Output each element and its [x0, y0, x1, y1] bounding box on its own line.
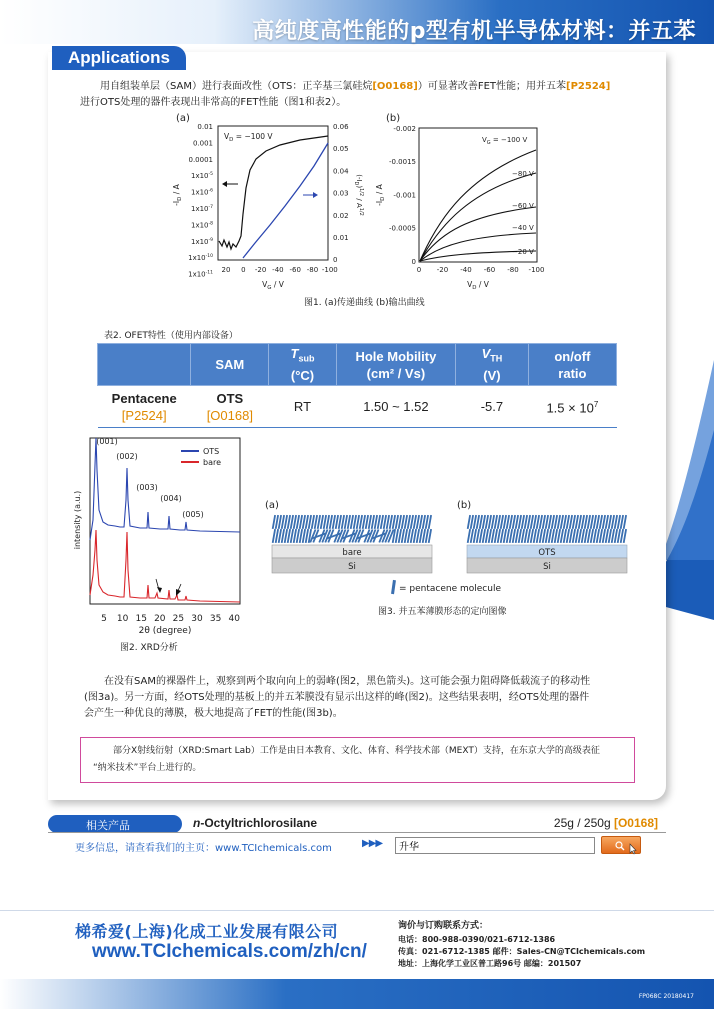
fig2-x-tick: 30	[191, 614, 203, 624]
fig2-xrd-chart	[70, 432, 250, 642]
fig1a-ylabel-left-sub: D	[177, 196, 183, 201]
svg-text:VD / V	[467, 280, 490, 291]
fig1b-x-tick: -60	[483, 266, 496, 274]
fig3-label-b: (b)	[457, 500, 472, 511]
fig2-peak-label: (004)	[160, 494, 182, 503]
product-name-prefix: n	[193, 816, 201, 830]
fig1a-transfer-chart	[160, 118, 370, 293]
fig1a-right-tick: 0.01	[333, 234, 349, 242]
cell-onoff-value: 1.5 × 10	[546, 400, 594, 416]
fig1b-ylabel-sub: D	[380, 196, 386, 201]
fig1b-y-tick: 0	[411, 257, 416, 266]
cell-onoff	[528, 386, 616, 428]
fig1a-ylabel-right-sup: 1/2	[358, 188, 364, 197]
intro-text-b: ）可显著改善FET性能；用并五苯	[417, 81, 567, 92]
acknowledgement-box	[80, 737, 635, 783]
footer-divider	[0, 910, 714, 911]
fig2-legend-ots: OTS	[203, 447, 220, 456]
fig1a-left-tick: $1x10^{-10}$	[188, 254, 213, 263]
fig1b-curve-label: −20 V	[512, 248, 534, 256]
fig2-x-tick: 25	[172, 614, 185, 624]
fig1a-right-tick: 0.04	[333, 167, 349, 176]
fig2-legend-bare: bare	[203, 458, 222, 467]
fig1b-y-tick: -0.002	[393, 125, 416, 133]
cell-material-code[interactable]: [P2524]	[121, 407, 167, 423]
fig2-xlabel: 2θ (degree)	[138, 626, 192, 636]
pentacene-molecule-icon	[391, 580, 396, 594]
product-code[interactable]: [O0168]	[613, 816, 658, 830]
fig1a-left-tick-exp: -11	[205, 270, 213, 276]
related-product-sizes	[554, 816, 658, 830]
search-input[interactable]	[395, 837, 595, 854]
th-mobility	[336, 344, 455, 386]
fig1b-vg-label: V	[482, 136, 487, 144]
fig1a-left-tick: $1x10^{-9}$	[190, 237, 213, 246]
fig1a-vd-label: V	[224, 132, 230, 141]
fig1b-output-chart	[370, 118, 550, 293]
fig1a-right-tick: 0.05	[333, 145, 349, 154]
fig2-peak-label: (003)	[136, 483, 158, 492]
fig1b-xlabel-unit: / V	[476, 280, 489, 289]
th-empty	[98, 344, 191, 386]
ofet-table	[97, 343, 617, 428]
fig1b-curve-label: −60 V	[512, 202, 534, 210]
fig1a-ylabel-left: -I	[172, 200, 181, 206]
fig1a-left-tick: 0.01	[197, 123, 213, 131]
intro-line-1	[100, 78, 610, 95]
fig1b-xlabel-sub: D	[472, 285, 477, 291]
fig3-label-a: (a)	[265, 500, 279, 511]
product-name-rest: -Octyltrichlorosilane	[200, 816, 318, 830]
th-onoff-text2: ratio	[558, 365, 587, 381]
fig1b-vg-value: = −100 V	[490, 136, 528, 144]
fig2-x-tick: 20	[154, 614, 166, 624]
fig1a-left-tick-exp: -7	[208, 205, 213, 210]
fig1a-x-tick: 20	[221, 266, 231, 274]
fig3-layer-ots: OTS	[538, 548, 556, 558]
fig1b-x-tick: -40	[460, 266, 472, 274]
fig1a-x-tick: -100	[321, 266, 338, 274]
fig1b-y-tick: -0.0015	[388, 158, 416, 167]
cell-onoff-exp: 7	[593, 400, 599, 410]
fig1a-x-tick: -20	[254, 266, 267, 274]
fig3-caption: 图3. 并五苯薄膜形态的定向图像	[378, 607, 507, 617]
fig1a-xlabel-unit: / V	[271, 280, 284, 289]
th-mobility-text: Hole Mobility	[355, 348, 437, 364]
document-code: FP068C 20180417	[638, 993, 694, 1000]
fig1a-ylabel-left-unit: / A	[172, 184, 181, 197]
table-header-row	[98, 344, 617, 386]
fig2-caption: 图2. XRD分析	[120, 643, 178, 653]
fig2-x-tick: 40	[228, 614, 240, 624]
fig1a-left-tick: 0.001	[192, 139, 213, 148]
fig1a-ylabel-right: (-I	[355, 174, 363, 182]
fig1a-ylabel-right-sub: D	[353, 181, 359, 186]
fig1b-curve-label: −80 V	[512, 170, 534, 178]
arrows-icon: ▶▶▶	[362, 838, 383, 849]
fig1b-x-tick: -100	[528, 266, 545, 274]
th-tsub-symbol: T	[290, 345, 299, 361]
fig2-peak-label: (002)	[116, 452, 138, 461]
product-sizes: 25g / 250g	[553, 816, 614, 830]
fig1a-ylabel-right-sup2: 1/2	[358, 207, 364, 216]
fig1a-right-tick: 0.02	[333, 211, 349, 220]
related-divider	[48, 832, 666, 833]
fig1-caption: 图1. (a)传递曲线 (b)输出曲线	[304, 298, 425, 308]
page-title: 高纯度高性能的p型有机半导体材料：并五苯	[252, 19, 696, 44]
fig1b-y-tick: -0.0005	[388, 224, 416, 233]
fig2-x-tick: 15	[135, 614, 147, 624]
search-button[interactable]	[601, 836, 641, 854]
th-tsub	[269, 344, 336, 386]
fig3-morphology-diagram	[268, 508, 628, 598]
fig2-peak-label: (005)	[182, 510, 204, 519]
fig1a-left-tick: $1x10^{-7}$	[190, 205, 213, 213]
discussion-line-3: 会产生一种优良的薄膜，极大地提高了FET的性能(图3b)。	[84, 708, 343, 719]
svg-text:(-ID)1/2 / A1/2	[353, 174, 364, 216]
fig1a-vd-sub: D	[229, 137, 234, 143]
related-product-name[interactable]	[193, 816, 317, 830]
contact-address: 地址：上海化学工业区普工路96号 邮编：201507	[398, 959, 582, 968]
fig1a-right-tick: 0.03	[333, 189, 349, 198]
th-vth-symbol: V	[481, 345, 491, 361]
contact-fax-email: 传真：021-6712-1385 邮件：Sales-CN@TCIchemicals.com	[398, 947, 646, 956]
svg-text:-ID / A	[172, 183, 183, 205]
fig1a-xlabel-sub: G	[267, 285, 272, 291]
intro-line-2: 进行OTS处理的器件表现出非常高的FET性能（图1和表2）。	[80, 97, 347, 108]
cell-mobility: 1.50 ~ 1.52	[336, 386, 455, 428]
th-mobility-unit: (cm² / Vs)	[366, 365, 426, 381]
contact-phone: 电话：800-988-0390/021-6712-1386	[398, 935, 556, 944]
fig1a-left-tick: $1x10^{-8}$	[190, 221, 213, 230]
svg-text:VD = −100 V	[224, 132, 273, 143]
fig1b-ylabel-unit: / A	[375, 184, 384, 197]
th-tsub-sub: sub	[298, 353, 315, 364]
fig2-ylabel: intensity (a.u.)	[73, 490, 82, 550]
fig1a-left-tick-exp: -10	[205, 254, 213, 260]
th-tsub-unit: (°C)	[290, 368, 315, 384]
fig3-layer-bare: bare	[342, 548, 362, 558]
cell-sam-name: OTS	[216, 390, 244, 406]
fig1-label-a: (a)	[176, 113, 190, 124]
note-line-1: 部分X射线衍射（XRD:Smart Lab）工作是由日本教育、文化、体育、科学技术部（MEXT）支持，在东京大学的高级表征	[113, 746, 600, 756]
th-onoff	[528, 344, 616, 386]
th-sam: SAM	[191, 344, 269, 386]
cell-sam	[191, 386, 269, 428]
fig2-x-tick: 35	[209, 614, 222, 624]
discussion-line-1: 在没有SAM的裸器件上，观察到两个取向向上的弱峰(图2，黑色箭头)。这可能会强力阻碍降低载流子的移动性	[104, 676, 591, 687]
fig1a-left-tick-exp: -8	[208, 221, 213, 227]
fig1a-left-tick: 0.0001	[188, 155, 213, 164]
fig1b-x-tick: 0	[416, 266, 422, 274]
fig1a-left-tick: $1x10^{-5}$	[190, 172, 213, 181]
fig1a-ylabel-right-unit: )	[355, 185, 363, 189]
th-onoff-text: on/off	[554, 348, 591, 364]
fig1b-xlabel: V	[467, 280, 473, 289]
th-vth-sub: TH	[490, 353, 503, 364]
fig1b-vg-sub: G	[486, 140, 491, 146]
fig1a-right-tick: 0.06	[333, 123, 349, 131]
search-icon	[602, 837, 642, 855]
svg-text:VG = −100 V	[482, 136, 527, 146]
code-p2524[interactable]: [P2524]	[566, 81, 611, 92]
fig2-peak-label: (001)	[96, 437, 118, 446]
company-name: 梯希爱(上海)化成工业发展有限公司	[75, 922, 339, 941]
fig1a-x-tick: -40	[272, 266, 284, 274]
cell-vth: -5.7	[456, 386, 529, 428]
fig1a-left-tick-exp: -6	[208, 188, 213, 194]
fig1b-ylabel: -I	[375, 200, 384, 206]
fig2-x-tick: 10	[116, 614, 129, 624]
cell-tsub: RT	[269, 386, 336, 428]
fig1b-y-tick: -0.001	[393, 191, 416, 200]
fig1b-x-tick: -80	[507, 266, 519, 274]
fig2-x-tick: 5	[101, 614, 107, 624]
fig3-legend-text: = pentacene molecule	[399, 584, 501, 594]
table2-caption: 表2. OFET特性（使用内部设备）	[104, 331, 238, 341]
footer-band	[0, 979, 714, 1009]
related-products-tab: 相关产品	[48, 815, 182, 833]
fig3-si-a: Si	[348, 562, 356, 572]
fig1a-ylabel-right-tail: / A	[355, 196, 363, 208]
discussion-line-2: (图3a)。另一方面，经OTS处理的基板上的并五苯膜没有显示出这样的峰(图2)。这些结果表明，经OTS处理的器件	[84, 692, 590, 703]
fig1b-x-tick: -20	[436, 266, 449, 274]
fig1a-x-tick: -80	[306, 266, 319, 274]
fig1a-left-tick-exp: -9	[208, 237, 213, 243]
svg-text:-ID / A	[375, 183, 386, 205]
fig1a-x-tick: 0	[241, 266, 246, 274]
fig3-si-b: Si	[543, 562, 551, 572]
company-website[interactable]: www.TCIchemicals.com/zh/cn/	[92, 941, 367, 962]
fig1a-x-tick: -60	[289, 266, 301, 274]
contact-title: 询价与订购联系方式：	[398, 921, 489, 931]
table-row	[98, 386, 617, 428]
fig1a-left-tick: $1x10^{-6}$	[190, 188, 213, 197]
intro-text-a: 用自组装单层（SAM）进行表面改性（OTS：正辛基三氯硅烷	[100, 81, 373, 92]
svg-text:VG / V	[262, 280, 285, 291]
fig1a-left-tick-exp: -5	[208, 172, 213, 178]
fig1a-right-tick: 0	[333, 256, 338, 265]
cell-material-name: Pentacene	[111, 390, 177, 406]
fig1a-xlabel: V	[262, 280, 268, 289]
cell-material	[98, 386, 191, 428]
fig1a-vd-value: = −100 V	[233, 132, 273, 141]
applications-tab: Applications	[52, 46, 186, 70]
code-o0168[interactable]: [O0168]	[372, 81, 418, 92]
fig1-label-b: (b)	[386, 113, 401, 124]
note-line-2: “纳米技术”平台上进行的。	[93, 763, 202, 773]
th-vth	[456, 344, 529, 386]
more-info-link[interactable]: 更多信息，请查看我们的主页：www.TCIchemicals.com	[75, 843, 332, 854]
fig1b-curve-label: −40 V	[512, 224, 534, 232]
cell-sam-code[interactable]: [O0168]	[206, 407, 253, 423]
th-vth-unit: (V)	[483, 368, 501, 384]
fig1a-left-tick: $1x10^{-11}$	[188, 270, 213, 279]
